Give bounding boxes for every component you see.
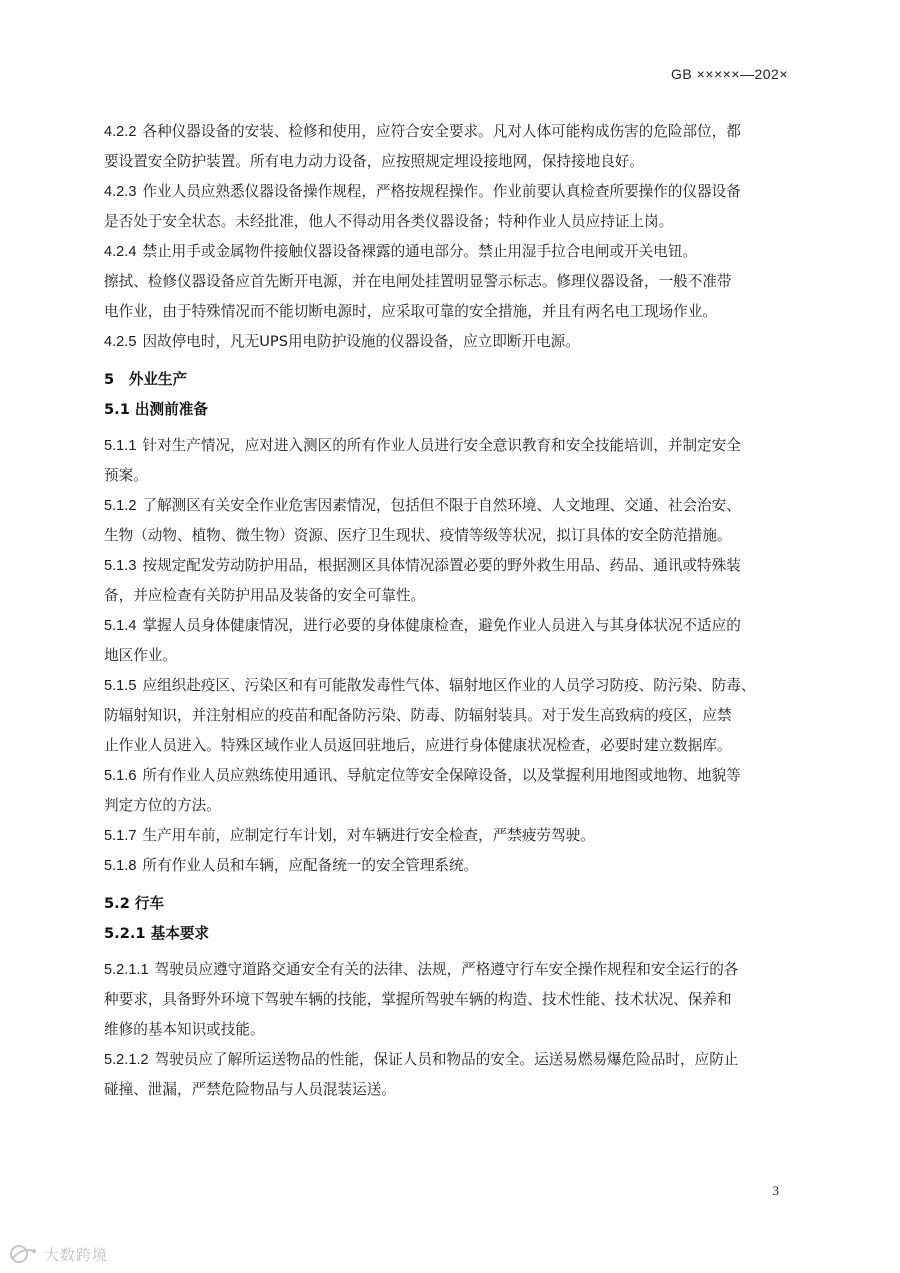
clause-4-2-2-cont: 要设置安全防护装置。所有电力动力设备，应按照规定埋设接地网，保持接地良好。 bbox=[104, 153, 644, 170]
clause-number: 4.2.2 bbox=[104, 124, 137, 140]
clause-5-2-1-1-cont: 种要求，具备野外环境下驾驶车辆的技能，掌握所驾驶车辆的构造、技术性能、技术状况、保养和 bbox=[104, 991, 732, 1008]
clause-5-1-5-cont: 防辐射知识，并注射相应的疫苗和配备防污染、防毒、防辐射装具。对于发生高致病的疫区，应禁 bbox=[104, 707, 732, 724]
page-number: 3 bbox=[772, 1183, 779, 1198]
section-heading-5: 5 外业生产 bbox=[104, 371, 188, 388]
clause-number: 5.1.1 bbox=[104, 438, 137, 454]
document-body bbox=[104, 117, 796, 1105]
watermark-text: 大数跨境 bbox=[44, 1245, 109, 1264]
section-heading-5-2-1: 5.2.1 基本要求 bbox=[104, 925, 210, 942]
section-heading-5-2: 5.2 行车 bbox=[104, 895, 165, 912]
watermark bbox=[8, 1243, 108, 1265]
document-code: GB ×××××—202× bbox=[670, 66, 788, 82]
clause-number: 5.1.2 bbox=[104, 498, 137, 514]
clause-number: 5.1.5 bbox=[104, 678, 137, 694]
clause-5-2-1-1: 5.2.1.1 驾驶员应遵守道路交通安全有关的法律、法规，严格遵守行车安全操作规程和安全运行的各 bbox=[104, 955, 796, 985]
clause-number: 4.2.3 bbox=[104, 184, 137, 200]
clause-4-2-5: 4.2.5 因故停电时，凡无UPS用电防护设施的仪器设备，应立即断开电源。 bbox=[104, 327, 796, 357]
clause-5-1-5: 5.1.5 应组织赴疫区、污染区和有可能散发毒性气体、辐射地区作业的人员学习防疫、防污染、防毒、 bbox=[104, 671, 796, 701]
clause-5-1-3-cont: 备，并应检查有关防护用品及装备的安全可靠性。 bbox=[104, 587, 426, 604]
clause-4-2-3: 4.2.3 作业人员应熟悉仪器设备操作规程，严格按规程操作。作业前要认真检查所要操作的仪器设备 bbox=[104, 177, 796, 207]
clause-5-1-2-cont: 生物（动物、植物、微生物）资源、医疗卫生现状、疫情等级等状况，拟订具体的安全防范措施。 bbox=[104, 527, 732, 544]
clause-4-2-4: 4.2.4 禁止用手或金属物件接触仪器设备裸露的通电部分。禁止用湿手拉合电闸或开关电钮。 bbox=[104, 237, 796, 267]
clause-5-1-4: 5.1.4 掌握人员身体健康情况，进行必要的身体健康检查，避免作业人员进入与其身体状况不适应的 bbox=[104, 611, 796, 641]
clause-5-1-1: 5.1.1 针对生产情况，应对进入测区的所有作业人员进行安全意识教育和安全技能培训，并制定安全 bbox=[104, 431, 796, 461]
clause-5-1-4-cont: 地区作业。 bbox=[104, 647, 177, 664]
clause-4-2-4-cont: 电作业，由于特殊情况而不能切断电源时，应采取可靠的安全措施，并且有两名电工现场作业。 bbox=[104, 303, 717, 320]
clause-5-1-2: 5.1.2 了解测区有关安全作业危害因素情况，包括但不限于自然环境、人文地理、交通、社会治安、 bbox=[104, 491, 796, 521]
clause-5-1-1-cont: 预案。 bbox=[104, 467, 148, 484]
clause-5-1-5-cont: 止作业人员进入。特殊区域作业人员返回驻地后，应进行身体健康状况检查，必要时建立数据库。 bbox=[104, 737, 732, 754]
clause-5-1-6-cont: 判定方位的方法。 bbox=[104, 797, 221, 814]
clause-4-2-3-cont: 是否处于安全状态。未经批准，他人不得动用各类仪器设备；特种作业人员应持证上岗。 bbox=[104, 213, 674, 230]
clause-number: 5.1.6 bbox=[104, 768, 137, 784]
clause-number: 5.1.7 bbox=[104, 828, 137, 844]
clause-5-2-1-2: 5.2.1.2 驾驶员应了解所运送物品的性能，保证人员和物品的安全。运送易燃易爆危险品时，应防止 bbox=[104, 1045, 796, 1075]
clause-5-2-1-1-cont: 维修的基本知识或技能。 bbox=[104, 1021, 265, 1038]
clause-number: 5.2.1.1 bbox=[104, 962, 149, 978]
clause-5-1-3: 5.1.3 按规定配发劳动防护用品，根据测区具体情况添置必要的野外救生用品、药品、通讯或特殊装 bbox=[104, 551, 796, 581]
clause-number: 5.2.1.2 bbox=[104, 1052, 149, 1068]
clause-number: 5.1.8 bbox=[104, 858, 137, 874]
clause-5-1-7: 5.1.7 生产用车前，应制定行车计划，对车辆进行安全检查，严禁疲劳驾驶。 bbox=[104, 821, 796, 851]
clause-number: 5.1.3 bbox=[104, 558, 137, 574]
clause-number: 5.1.4 bbox=[104, 618, 137, 634]
clause-number: 4.2.4 bbox=[104, 244, 137, 260]
clause-5-1-6: 5.1.6 所有作业人员应熟练使用通讯、导航定位等安全保障设备，以及掌握利用地图或地物、地貌等 bbox=[104, 761, 796, 791]
clause-5-1-8: 5.1.8 所有作业人员和车辆，应配备统一的安全管理系统。 bbox=[104, 851, 796, 881]
clause-number: 4.2.5 bbox=[104, 334, 137, 350]
clause-5-2-1-2-cont: 碰撞、泄漏，严禁危险物品与人员混装运送。 bbox=[104, 1081, 396, 1098]
clause-4-2-2: 4.2.2 各种仪器设备的安装、检修和使用，应符合安全要求。凡对人体可能构成伤害的危险部位，都 bbox=[104, 117, 796, 147]
watermark-logo-icon bbox=[8, 1243, 38, 1265]
clause-4-2-4-cont: 擦拭、检修仪器设备应首先断开电源，并在电闸处挂置明显警示标志。修理仪器设备，一般不准带 bbox=[104, 273, 732, 290]
section-heading-5-1: 5.1 出测前准备 bbox=[104, 401, 208, 418]
